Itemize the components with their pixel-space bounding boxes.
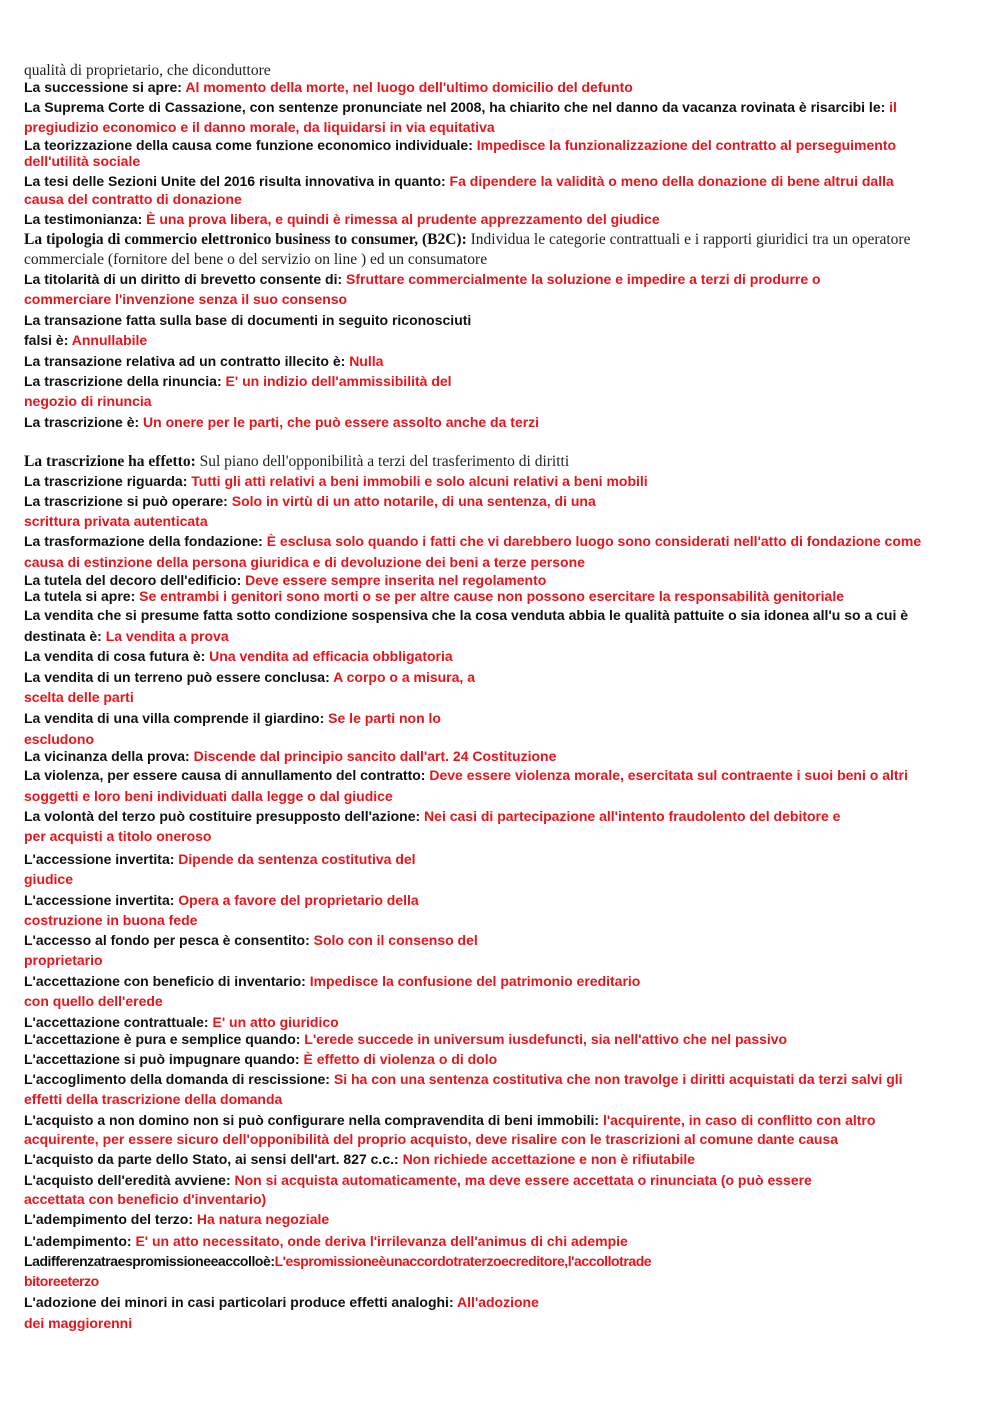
answer-text: l'acquirente, in caso di conflitto con altro	[602, 1112, 876, 1128]
text-line	[24, 1112, 875, 1129]
question-text: La trascrizione si può operare:	[24, 493, 232, 509]
answer-text: Nei casi di partecipazione all'intento fraudolento del debitore e	[424, 808, 841, 824]
answer-text: Solo in virtù di un atto notarile, di una sentenza, di una	[231, 493, 596, 509]
answer-text: effetti della trascrizione della domanda	[24, 1091, 283, 1107]
text-line	[24, 414, 539, 431]
text-line	[24, 353, 383, 370]
question-text: La vicinanza della prova:	[24, 748, 194, 764]
question-text: La transazione fatta sulla base di documenti in seguito riconosciuti	[24, 312, 472, 328]
question-text: La transazione relativa ad un contratto illecito è:	[24, 353, 350, 369]
text-line	[24, 731, 94, 748]
text-line	[24, 191, 242, 208]
answer-text: L'erede succede in universum iusdefuncti, sia nell'attivo che nel passivo	[304, 1031, 788, 1047]
answer-text-plain: qualità di proprietario, che diconduttore	[24, 62, 271, 79]
text-line	[24, 572, 546, 589]
answer-text: All'adozione	[456, 1294, 539, 1310]
text-line	[24, 1294, 539, 1311]
text-line	[24, 628, 229, 645]
text-line	[24, 1091, 282, 1108]
text-line	[24, 710, 441, 727]
answer-text: scrittura privata autenticata	[24, 513, 208, 529]
answer-text: È esclusa solo quando i fatti che vi darebbero luogo sono considerati nell'atto di fondazione come	[266, 533, 922, 549]
answer-text: causa di estinzione della persona giuridica e di devoluzione dei beni a terze persone	[24, 554, 585, 570]
text-line	[24, 1233, 628, 1250]
text-line	[24, 453, 569, 470]
text-line	[24, 871, 73, 888]
answer-text: Una vendita ad efficacia obbligatoria	[209, 648, 453, 664]
answer-text-plain: Sul piano dell'opponibilità a terzi del trasferimento di diritti	[199, 453, 570, 470]
answer-text: accettata con beneficio d'inventario)	[24, 1191, 267, 1207]
question-text: L'acquisto a non domino non si può configurare nella compravendita di beni immobili:	[24, 1112, 603, 1128]
text-line	[24, 1253, 651, 1270]
text-line	[24, 669, 475, 686]
text-line	[24, 973, 640, 990]
answer-text: scelta delle parti	[24, 689, 134, 705]
answer-text: pregiudizio economico e il danno morale, da liquidarsi in via equitativa	[24, 119, 495, 135]
text-line	[24, 828, 211, 845]
question-text: La trascrizione ha effetto:	[24, 453, 200, 470]
question-text: destinata è:	[24, 628, 106, 644]
answer-text: con quello dell'erede	[24, 993, 163, 1009]
question-text: L'accesso al fondo per pesca è consentito:	[24, 932, 314, 948]
answer-text: È effetto di violenza o di dolo	[303, 1051, 498, 1067]
answer-text: Deve essere violenza morale, esercitata sul contraente i suoi beni o altri	[429, 767, 908, 783]
text-line	[24, 211, 660, 228]
text-line	[24, 892, 419, 909]
question-text: L'accessione invertita:	[24, 892, 179, 908]
question-text: La trascrizione della rinuncia:	[24, 373, 226, 389]
answer-text: Ha natura negoziale	[196, 1211, 330, 1227]
text-line	[24, 748, 556, 765]
question-text: La tipologia di commercio elettronico business to consumer, (B2C):	[24, 231, 471, 248]
answer-text: Opera a favore del proprietario della	[178, 892, 419, 908]
question-text: L'acquisto dell'eredità avviene:	[24, 1172, 235, 1188]
question-text: falsi è:	[24, 332, 72, 348]
answer-text: A corpo o a misura, a	[333, 669, 475, 685]
question-text: L'accettazione con beneficio di inventario:	[24, 973, 310, 989]
text-line	[24, 993, 163, 1010]
answer-text: Discende dal principio sancito dall'art. 24 Costituzione	[193, 748, 557, 764]
answer-text: per acquisti a titolo oneroso	[24, 828, 212, 844]
answer-text: Impedisce la funzionalizzazione del contratto al perseguimento	[476, 137, 897, 153]
text-line	[24, 137, 896, 154]
text-line	[24, 808, 840, 825]
text-line	[24, 851, 416, 868]
question-text: L'adempimento del terzo:	[24, 1211, 197, 1227]
question-text: La vendita che si presume fatta sotto condizione sospensiva che la cosa venduta abbia le qualità pattuite o sia idonea all'u so a cui è	[24, 607, 909, 623]
text-line	[24, 493, 596, 510]
question-text: L'accoglimento della domanda di rescissione:	[24, 1071, 334, 1087]
answer-text: commerciare l'invenzione senza il suo consenso	[24, 291, 348, 307]
question-text: L'accettazione contrattuale:	[24, 1014, 213, 1030]
answer-text: bitoreeterzo	[24, 1273, 99, 1289]
answer-text: Deve essere sempre inserita nel regolamento	[245, 572, 547, 588]
text-line	[24, 1191, 266, 1208]
answer-text: dei maggiorenni	[24, 1315, 133, 1331]
text-line	[24, 332, 147, 349]
answer-text: Tutti gli atti relativi a beni immobili e solo alcuni relativi a beni mobili	[191, 473, 648, 489]
answer-text: causa del contratto di donazione	[24, 191, 242, 207]
question-text: La trasformazione della fondazione:	[24, 533, 267, 549]
text-line	[24, 231, 910, 248]
question-text: L'adozione dei minori in casi particolari produce effetti analoghi:	[24, 1294, 457, 1310]
question-text: L'adempimento:	[24, 1233, 136, 1249]
text-line	[24, 79, 633, 96]
text-line	[24, 648, 453, 665]
answer-text: Dipende da sentenza costitutiva del	[178, 851, 416, 867]
answer-text: Impedisce la confusione del patrimonio ereditario	[309, 973, 641, 989]
text-line	[24, 1071, 903, 1088]
text-line	[24, 1211, 329, 1228]
answer-text-plain: Individua le categorie contrattuali e i rapporti giuridici tra un operatore	[470, 231, 911, 248]
answer-text: Nulla	[349, 353, 384, 369]
question-text: La volontà del terzo può costituire presupposto dell'azione:	[24, 808, 425, 824]
answer-text: giudice	[24, 871, 74, 887]
answer-text: il	[889, 99, 897, 115]
text-line	[24, 607, 908, 624]
text-line	[24, 767, 908, 784]
answer-text: costruzione in buona fede	[24, 912, 198, 928]
question-text: L'accessione invertita:	[24, 851, 179, 867]
question-text: L'acquisto da parte dello Stato, ai sensi dell'art. 827 c.c.:	[24, 1151, 403, 1167]
question-text: La Suprema Corte di Cassazione, con sentenze pronunciate nel 2008, ha chiarito che nel danno da vacanza rovinata è risarcibi le:	[24, 99, 890, 115]
answer-text: E' un atto necessitato, onde deriva l'irrilevanza dell'animus di chi adempie	[135, 1233, 628, 1249]
answer-text-plain: commerciale (fornitore del bene o del servizio on line ) ed un consumatore	[24, 251, 488, 268]
answer-text: Sfruttare commercialmente la soluzione e impedire a terzi di produrre o	[346, 271, 821, 287]
answer-text: dell'utilità sociale	[24, 153, 141, 169]
text-line	[24, 251, 487, 268]
text-line	[24, 473, 648, 490]
answer-text: E' un indizio dell'ammissibilità del	[225, 373, 452, 389]
answer-text: Se entrambi i genitori sono morti o se per altre cause non possono esercitare la responsabilità genitoriale	[139, 588, 845, 604]
answer-text: Se le parti non lo	[328, 710, 441, 726]
question-text: La trascrizione è:	[24, 414, 144, 430]
answer-text: Si ha con una sentenza costitutiva che non travolge i diritti acquistati da terzi salvi gli	[333, 1071, 903, 1087]
answer-text: E' un atto giuridico	[212, 1014, 339, 1030]
answer-text: Un onere per le parti, che può essere assolto anche da terzi	[143, 414, 540, 430]
question-text: La tesi delle Sezioni Unite del 2016 risulta innovativa in quanto:	[24, 173, 450, 189]
text-line	[24, 393, 152, 410]
text-line	[24, 1014, 339, 1031]
text-line	[24, 912, 197, 929]
question-text: L'accettazione si può impugnare quando:	[24, 1051, 304, 1067]
text-line	[24, 588, 844, 605]
text-line	[24, 1315, 132, 1332]
text-line	[24, 554, 585, 571]
answer-text: Non richiede accettazione e non è rifiutabile	[402, 1151, 696, 1167]
question-text: La vendita di una villa comprende il giardino:	[24, 710, 329, 726]
text-line	[24, 173, 894, 190]
question-text: La successione si apre:	[24, 79, 186, 95]
answer-text: proprietario	[24, 952, 103, 968]
text-line	[24, 291, 347, 308]
text-line	[24, 952, 103, 969]
answer-text: Al momento della morte, nel luogo dell'ultimo domicilio del defunto	[185, 79, 633, 95]
answer-text: Non si acquista automaticamente, ma deve essere accettata o rinunciata (o può essere	[234, 1172, 812, 1188]
text-line	[24, 119, 495, 136]
text-line	[24, 99, 897, 116]
answer-text: escludono	[24, 731, 95, 747]
text-line	[24, 373, 452, 390]
answer-text: È una prova libera, e quindi è rimessa al prudente apprezzamento del giudice	[146, 211, 660, 227]
answer-text: L'espromissioneèunaccordotraterzoecreditore,l'accollotrade	[274, 1253, 652, 1269]
text-line	[24, 1051, 497, 1068]
text-line	[24, 1131, 838, 1148]
question-text: L'accettazione è pura e semplice quando:	[24, 1031, 305, 1047]
question-text: La vendita di cosa futura è:	[24, 648, 210, 664]
answer-text: acquirente, per essere sicuro dell'opponibilità del proprio acquisto, deve risalire con le trascrizioni al comune dante causa	[24, 1131, 839, 1147]
answer-text: La vendita a prova	[105, 628, 229, 644]
answer-text: negozio di rinuncia	[24, 393, 152, 409]
text-line	[24, 271, 821, 288]
question-text: La vendita di un terreno può essere conclusa:	[24, 669, 334, 685]
text-line	[24, 312, 471, 329]
answer-text: Fa dipendere la validità o meno della donazione di bene altrui dalla	[449, 173, 894, 189]
text-line	[24, 1031, 787, 1048]
question-text: La testimonianza:	[24, 211, 147, 227]
text-line	[24, 1273, 99, 1290]
text-line	[24, 1172, 812, 1189]
text-line	[24, 533, 921, 550]
answer-text: Annullabile	[71, 332, 148, 348]
answer-text: Solo con il consenso del	[313, 932, 478, 948]
question-text: La teorizzazione della causa come funzione economico individuale:	[24, 137, 477, 153]
text-line	[24, 513, 208, 530]
question-text: Ladifferenzatraespromissioneeaccolloè:	[24, 1253, 275, 1269]
question-text: La tutela del decoro dell'edificio:	[24, 572, 246, 588]
text-line	[24, 153, 140, 170]
text-line	[24, 932, 478, 949]
text-line	[24, 788, 393, 805]
text-line	[24, 689, 134, 706]
question-text: La violenza, per essere causa di annullamento del contratto:	[24, 767, 430, 783]
text-line	[24, 1151, 695, 1168]
question-text: La trascrizione riguarda:	[24, 473, 192, 489]
question-text: La tutela si apre:	[24, 588, 140, 604]
answer-text: soggetti e loro beni individuati dalla legge o dal giudice	[24, 788, 393, 804]
text-line	[24, 62, 271, 79]
question-text: La titolarità di un diritto di brevetto consente di:	[24, 271, 347, 287]
